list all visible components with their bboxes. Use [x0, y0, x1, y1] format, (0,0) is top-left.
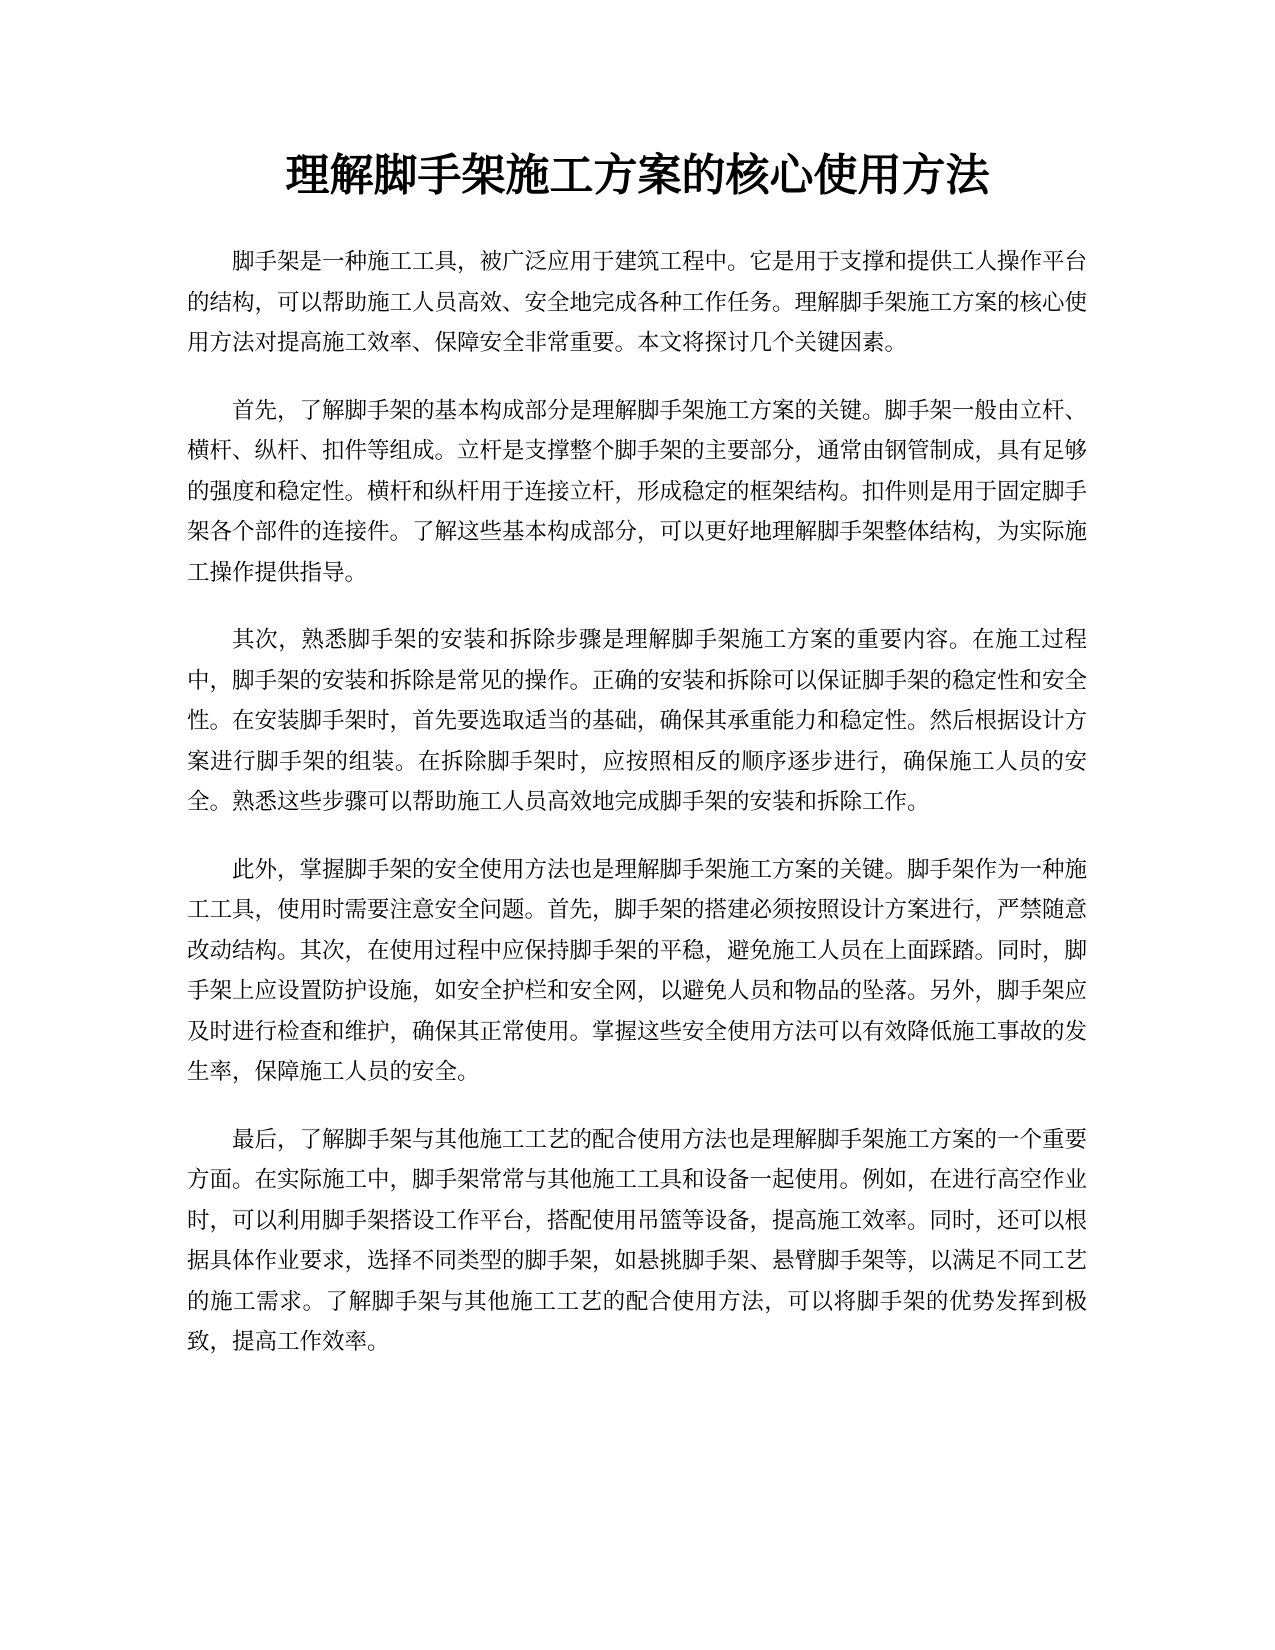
document-body — [187, 242, 1087, 1390]
paragraph-components: 首先，了解脚手架的基本构成部分是理解脚手架施工方案的关键。脚手架一般由立杆、横杆、纵杆、扣件等组成。立杆是支撑整个脚手架的主要部分，通常由钢管制成，具有足够的强度和稳定性。横杆和纵杆用于连接立杆，形成稳定的框架结构。扣件则是用于固定脚手架各个部件的连接件。了解这些基本构成部分，可以更好地理解脚手架整体结构，为实际施工操作提供指导。 — [187, 397, 1088, 586]
paragraph-coordination: 最后，了解脚手架与其他施工工艺的配合使用方法也是理解脚手架施工方案的一个重要方面。在实际施工中，脚手架常常与其他施工工具和设备一起使用。例如，在进行高空作业时，可以利用脚手架搭设工作平台，搭配使用吊篮等设备，提高施工效率。同时，还可以根据具体作业要求，选择不同类型的脚手架，如悬挑脚手架、悬臂脚手架等，以满足不同工艺的施工需求。了解脚手架与其他施工工艺的配合使用方法，可以将脚手架的优势发挥到极致，提高工作效率。 — [187, 1126, 1088, 1355]
paragraph-intro: 脚手架是一种施工工具，被广泛应用于建筑工程中。它是用于支撑和提供工人操作平台的结构，可以帮助施工人员高效、安全地完成各种工作任务。理解脚手架施工方案的核心使用方法对提高施工效率、保障安全非常重要。本文将探讨几个关键因素。 — [187, 249, 1088, 356]
document-title: 理解脚手架施工方案的核心使用方法 — [285, 150, 990, 201]
paragraph-safety: 此外，掌握脚手架的安全使用方法也是理解脚手架施工方案的关键。脚手架作为一种施工工具，使用时需要注意安全问题。首先，脚手架的搭建必须按照设计方案进行，严禁随意改动结构。其次，在使用过程中应保持脚手架的平稳，避免施工人员在上面踩踏。同时，脚手架上应设置防护设施，如安全护栏和安全网，以避免人员和物品的坠落。另外，脚手架应及时进行检查和维护，确保其正常使用。掌握这些安全使用方法可以有效降低施工事故的发生率，保障施工人员的安全。 — [187, 856, 1088, 1085]
paragraph-installation: 其次，熟悉脚手架的安装和拆除步骤是理解脚手架施工方案的重要内容。在施工过程中，脚手架的安装和拆除是常见的操作。正确的安装和拆除可以保证脚手架的稳定性和安全性。在安装脚手架时，首先要选取适当的基础，确保其承重能力和稳定性。然后根据设计方案进行脚手架的组装。在拆除脚手架时，应按照相反的顺序逐步进行，确保施工人员的安全。熟悉这些步骤可以帮助施工人员高效地完成脚手架的安装和拆除工作。 — [187, 627, 1088, 815]
